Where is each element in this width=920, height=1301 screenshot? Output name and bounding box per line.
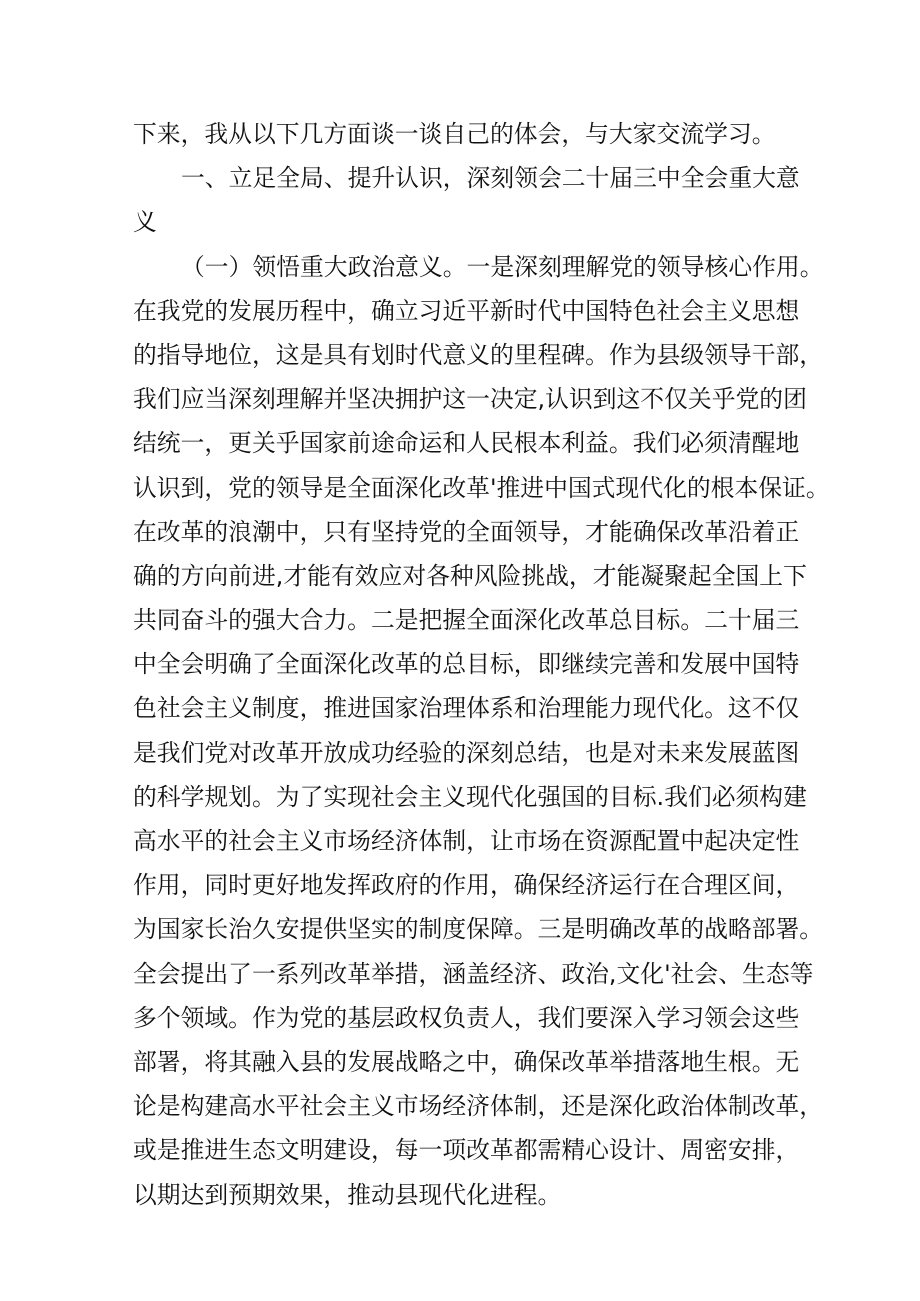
text-line: 是我们党对改革开放成功经验的深刻总结，也是对未来发展蓝图 [133,738,800,767]
text-line: 的指导地位，这是具有划时代意义的里程碑。作为县级领导干部， [133,340,824,369]
text-line: 多个领域。作为党的基层政权负责人，我们要深入学习领会这些 [133,1003,800,1032]
text-line: 或是推进生态文明建设，每一项改革都需精心设计、周密安排， [133,1136,800,1165]
text-line: 我们应当深刻理解并坚决拥护这一决定,认识到这不仅关乎党的团 [133,385,807,414]
body-text [133,112,830,1217]
text-line: 结统一，更关乎国家前途命运和人民根本利益。我们必须清醒地 [133,429,800,458]
text-line: 认识到，党的领导是全面深化改革'推进中国式现代化的根本保证。 [133,473,830,502]
section-heading: 一、立足全局、提升认识，深刻领会二十届三中全会重大意 [181,164,800,193]
paragraph-start: （一）领悟重大政治意义。一是深刻理解党的领导核心作用。 [181,252,824,281]
text-line: 在改革的浪潮中，只有坚持党的全面领导，才能确保改革沿着正 [133,517,800,546]
text-line: 色社会主义制度，推进国家治理体系和治理能力现代化。这不仅 [133,694,800,723]
text-line: 在我党的发展历程中，确立习近平新时代中国特色社会主义思想 [133,296,800,325]
text-line: 部署，将其融入县的发展战略之中，确保改革举措落地生根。无 [133,1047,800,1076]
text-line: 共同奋斗的强大合力。二是把握全面深化改革总目标。二十届三 [133,606,800,635]
text-line: 的科学规划。为了实现社会主义现代化强国的目标.我们必须构建 [133,782,807,811]
text-line: 作用，同时更好地发挥政府的作用，确保经济运行在合理区间， [133,871,800,900]
text-line: 高水平的社会主义市场经济体制，让市场在资源配置中起决定性 [133,827,800,855]
text-line: 确的方向前进,才能有效应对各种风险挑战，才能凝聚起全国上下 [133,561,807,590]
text-line: 下来，我从以下几方面谈一谈自己的体会，与大家交流学习。 [133,120,776,148]
text-line: 中全会明确了全面深化改革的总目标，即继续完善和发展中国特 [133,650,800,679]
text-line: 为国家长治久安提供坚实的制度保障。三是明确改革的战略部署。 [133,915,824,944]
text-line: 论是构建高水平社会主义市场经济体制，还是深化政治体制改革， [133,1092,824,1121]
section-heading-continuation: 义 [133,208,157,237]
text-line: 以期达到预期效果，推动县现代化进程。 [133,1180,562,1209]
text-line: 全会提出了一系列改革举措，涵盖经济、政治,文化'社会、生态等 [133,959,814,988]
